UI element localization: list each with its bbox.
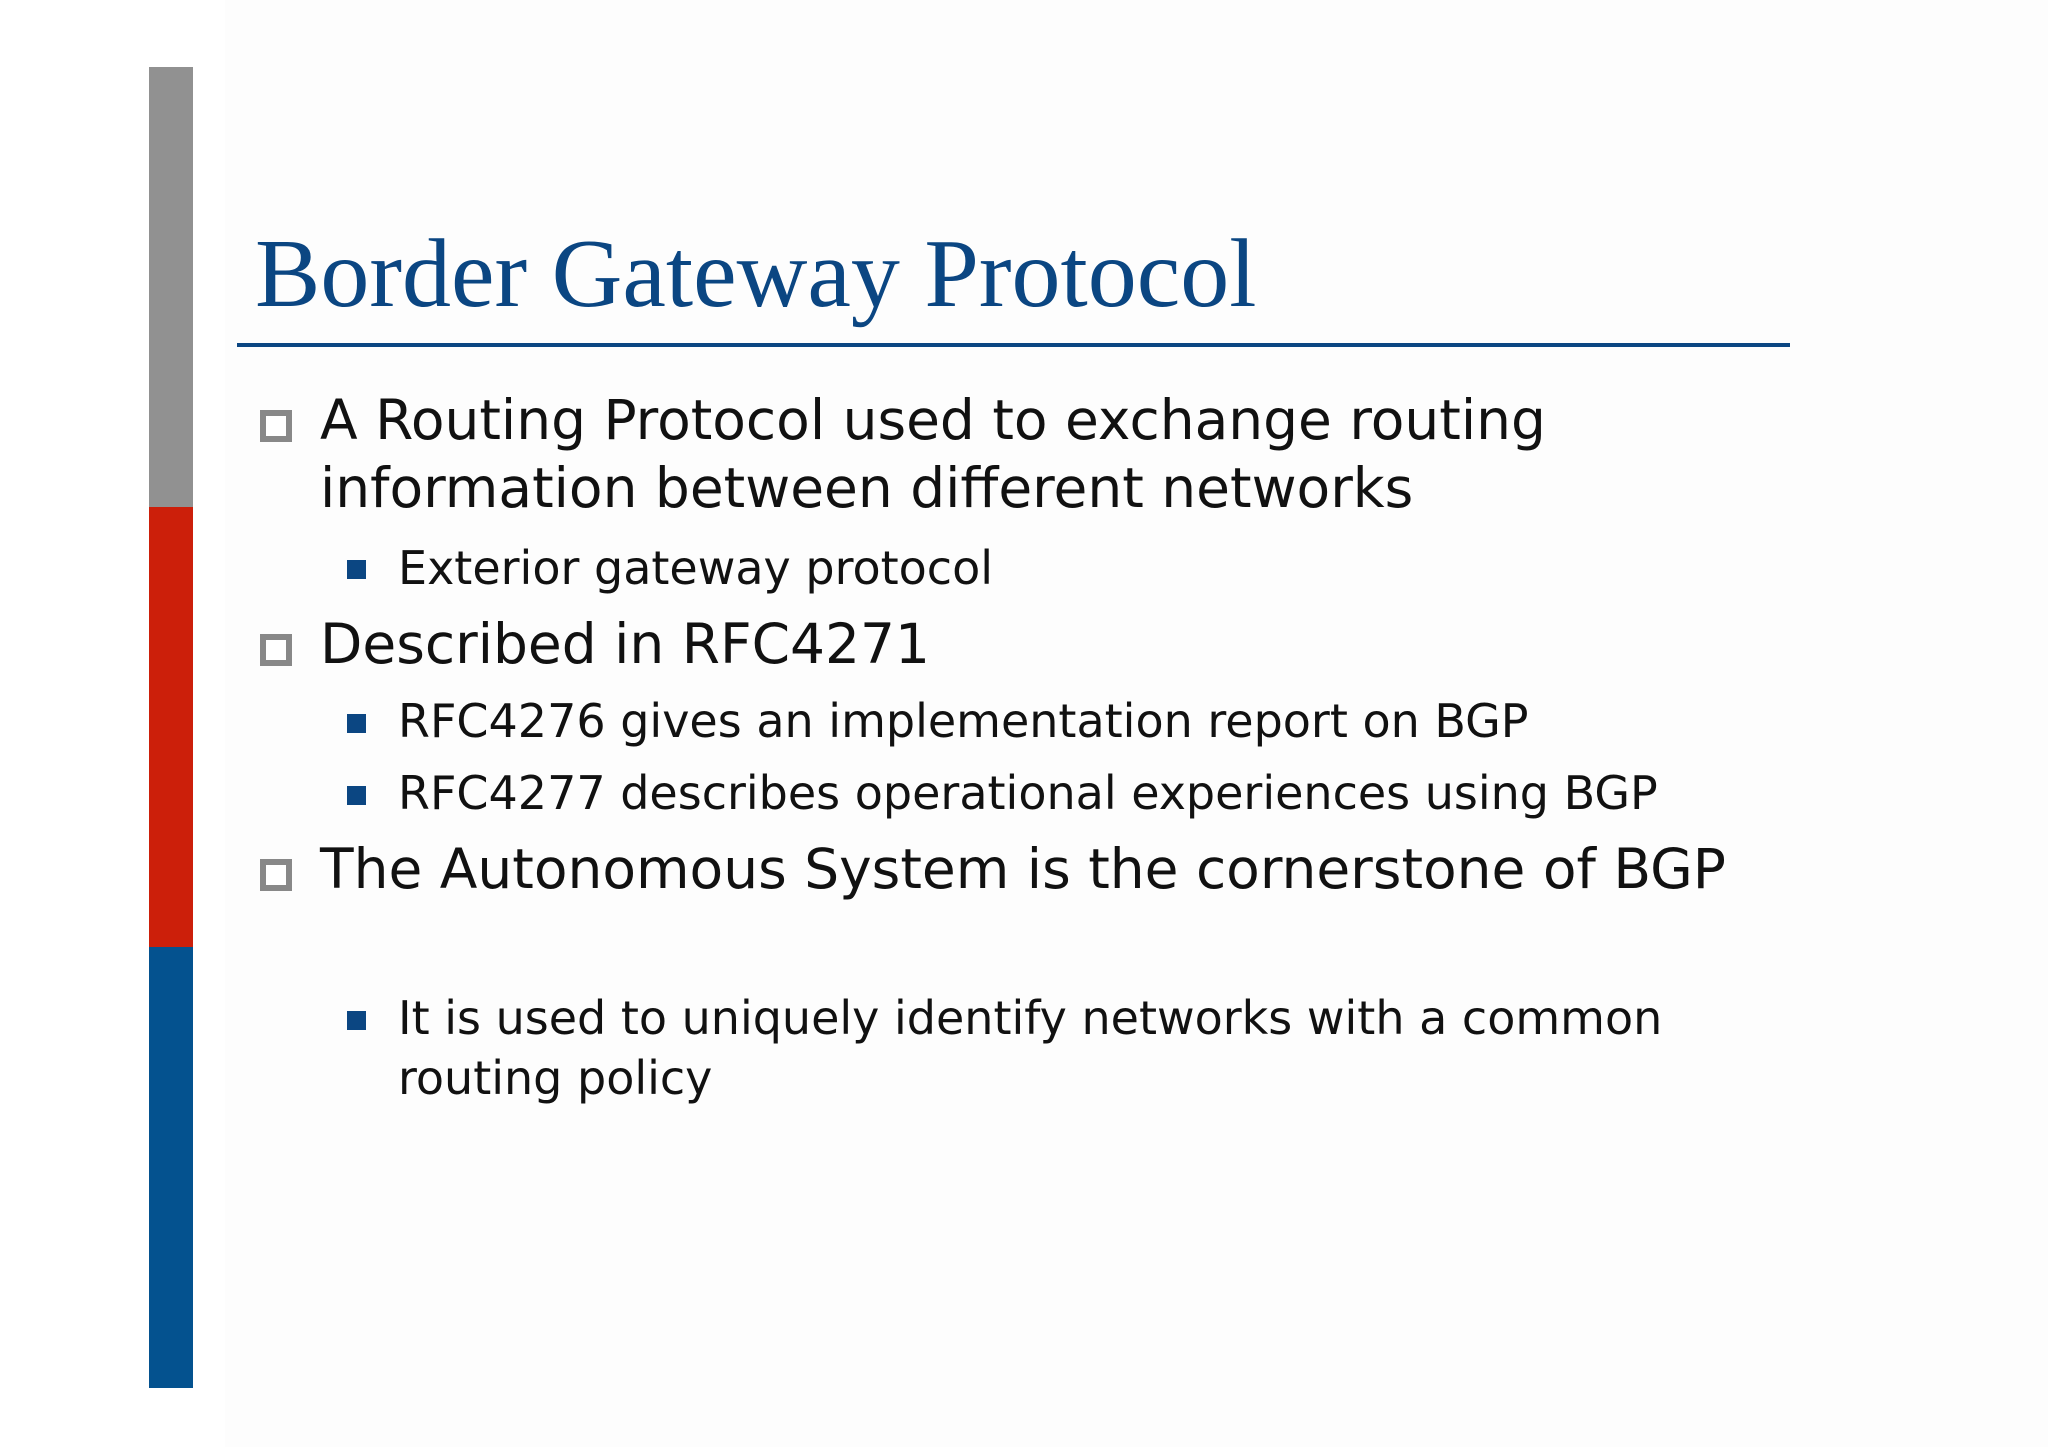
hollow-square-bullet-icon <box>260 410 292 442</box>
hollow-square-bullet-icon <box>260 634 292 666</box>
hollow-square-bullet-icon <box>260 859 292 891</box>
sub-bullet-item-3-1: It is used to uniquely identify networks with a common routing policy <box>398 991 1663 1105</box>
bullet-item-1: A Routing Protocol used to exchange routing information between different networks <box>320 388 1546 520</box>
filled-square-bullet-icon <box>347 1011 366 1030</box>
sub-bullet-item-2-2: RFC4277 describes operational experiences using BGP <box>398 766 1658 820</box>
slide-title: Border Gateway Protocol <box>255 220 1257 328</box>
bullet-item-3: The Autonomous System is the cornerstone of BGP <box>320 837 1726 901</box>
sub-bullet-item-2-1: RFC4276 gives an implementation report on BGP <box>398 694 1529 748</box>
bullet-item-2: Described in RFC4271 <box>320 612 930 676</box>
filled-square-bullet-icon <box>347 786 366 805</box>
filled-square-bullet-icon <box>347 560 366 579</box>
sub-bullet-item-1-1: Exterior gateway protocol <box>398 541 994 595</box>
filled-square-bullet-icon <box>347 714 366 733</box>
